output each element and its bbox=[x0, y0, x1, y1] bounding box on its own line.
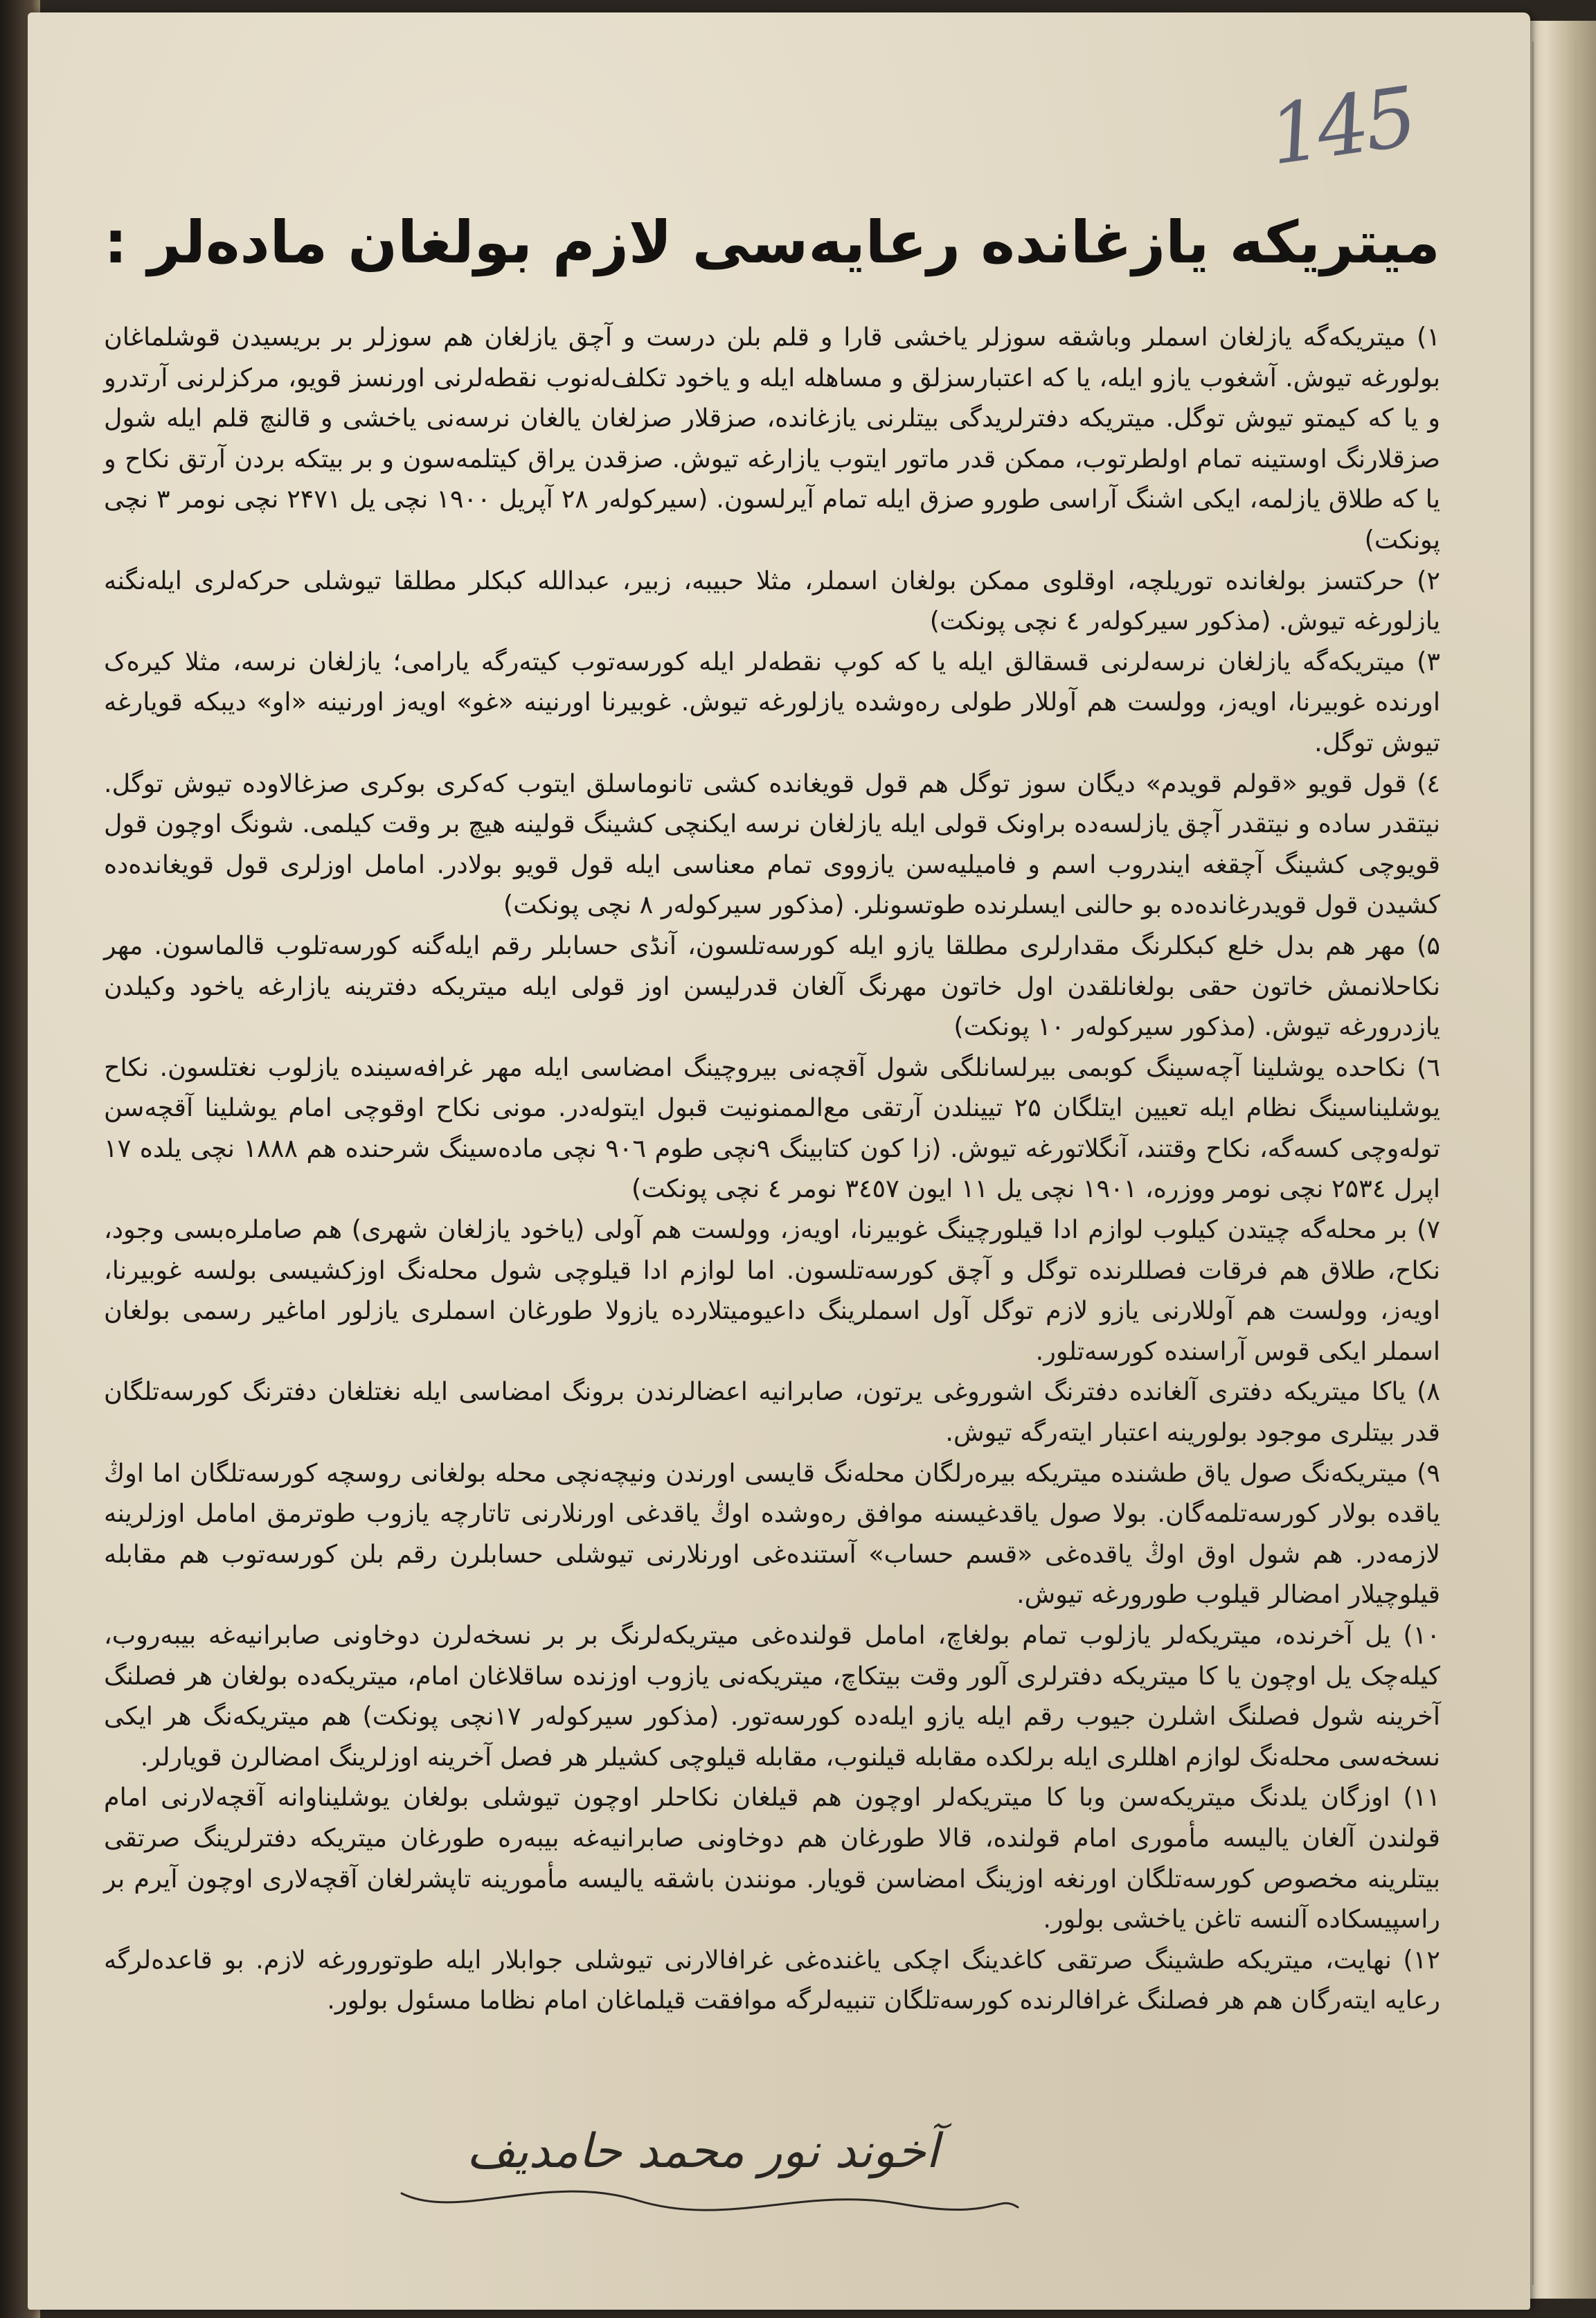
folio-number: 145 bbox=[1263, 69, 1419, 183]
paragraph-8: ۸) یاکا میتریکه دفتری آلغانده دفترنگ اشوروغی یرتون، صابرانیه اعضالرندن برونگ امضاسی ایله نغتلغان دفترنگ کورسه‌تلگان قدر بیتلری موجود بولورینه اعتبار ایته‌رگه تیوش. bbox=[104, 1376, 1440, 1448]
paragraph-6: ٦) نکاحده یوشلینا آچه‌سینگ کوبمی بیرلسانلگی شول آقچه‌نی بیروچینگ امضاسی ایله مهر غرافه‌سینده یازلوب نغتلسون. نکاح یوشلیناسینگ نظام ایله تعیین ایتلگان ۲۵ تیینلدن آرتقی مع‌الممنونیت قبول ایتوله‌در. مونی نکاح اوقوچی امام یوشلینا آقچه‌سن تولەوچی کسه‌گه، نکاح وقتند، آنگلاتورغه تیوش. (زا کون کتابینگ ۹نچی طوم ۹۰٦ نچی ماده‌سینگ شرحنده هم ۱۸۸۸ نچی یلده ۱۷ اپرل ۲۵۳٤ نچی نومر ووزره، ۱۹۰۱ نچی یل ۱۱ ایون ۳٤٥۷ نومر ٤ نچی پونکت) bbox=[104, 1052, 1440, 1204]
page-content bbox=[104, 12, 1440, 2310]
paragraph-12: ۱۲) نهایت، میتریکه طشینگ صرتقی کاغدینگ اچکی یاغنده‌غی غرافالارنی تیوشلی جوابلار ایله طوتورورغه لازم. بو قاعده‌لرگه رعایه ایته‌رگان هم هر فصلنگ غرافالرنده کورسه‌تلگان تنبیه‌لرگه موافقت قیلماغان امام نظاما مسئول بولور. bbox=[104, 1944, 1440, 2015]
page-stack-edge-inner bbox=[1532, 42, 1577, 2285]
paragraph-9: ۹) میتریکه‌نگ صول یاق طشنده میتریکه بیره‌رلگان محله‌نگ قایسی اورندن ونیچه‌نچی محله بولغانی روسچه کورسه‌تلگان اما اوڭ یاقده بولار کورسه‌تلمه‌گان. بولا صول یاقدغیسنه موافق رەوشده اوڭ یاقدغی اورنلارنی تاتارچه یازوب طوترمق امامل اوزلرینه لازمه‌در. هم شول اوق اوڭ یاقده‌غی «قسم حساب» آستنده‌غی اورنلارنی تیوشلی حسابلرن رقم بلن کورسه‌توب هم مقابله قیلوچیلار امضالر قیلوب طورورغه تیوش. bbox=[104, 1457, 1440, 1610]
paragraph-3: ۳) میتریکه‌گه یازلغان نرسه‌لرنی قسقالق ایله یا که کوپ نقطه‌لر ایله کورسه‌توب کیته‌رگه یارامی؛ یازلغان نرسه، مثلا کیره‌ک اورنده غوبیرنا، اویەز، وولست هم آوللار طولی رەوشده یازلورغه تیوش. غوبیرنا اورنینه «غو» اویەز اورنینه «او» دیبکه قویارغه تیوش توگل. bbox=[104, 646, 1440, 757]
signature-flourish bbox=[374, 2145, 1032, 2228]
document-body bbox=[104, 317, 1440, 2021]
handwritten-signature: آخوند نور محمد حامدیف bbox=[467, 2124, 939, 2179]
paragraph-1: ۱) میتریکه‌گه یازلغان اسملر وباشقه سوزلر یاخشی قارا و قلم بلن درست و آچق یازلغان هم سوزلر بر بریسیدن قوشلماغان بولورغه تیوش. آشغوب یازو ایله، یا که اعتبارسزلق و مساهله ایله و یاخود تکلف‌له‌نوب نقطه‌لرنی اورنسز قویو، مرکزلرنی آرتدرو و یا که کیمتو تیوش توگل. میتریکه دفترلریدگی بیتلرنی یا‌زغانده، صزقلار صزلغان یالغان نرسه‌نی یاخشی و قالنچ قلم ایله شول صزقلارنگ اوستینه تمام اولطرتوب، ممکن قدر ماتور ایتوب یازارغه تیوش. صزقدن یراق کیتلمه‌سون و بر بیتکه بردن آرتق نکاح و یا که طلاق یازلمه، ایکی اشنگ آراسی طورو صزق ایله تمام آیرلسون. (سیرکولەر ۲۸ آپریل ۱۹۰۰ نچی یل ۲۴۷۱ نچی نومر ۳ نچی پونکت) bbox=[104, 322, 1440, 555]
paragraph-7: ۷) بر محله‌گه چیتدن کیلوب لوازم ادا قیلورچینگ غوبیرنا، اویەز، وولست هم آولی (یاخود یازلغان شهری) هم صاملرەبسی وجود، نکاح، طلاق هم فرقات فصللرنده توگل و آچق کورسه‌تلسون. اما لوازم ادا قیلوچی شول محله‌نگ اوزکشیسی بولسه غوبیرنا، اویەز، وولست هم آوللارنی یازو لازم توگل آول اسملرینگ داعیومیتلارده یازولا طورغان اسملری یازلور اماغیر رسمی بولغان اسملر ایکی قوس آراسنده کورسه‌تلور. bbox=[104, 1214, 1440, 1366]
paragraph-4: ٤) قول قویو «قولم قویدم» دیگان سوز توگل هم قول قویغانده کشی تانوماسلق ایتوب که‌کری بوکری صزغالاوده تیوش توگل. نیتقدر ساده و نیتقدر آچق یازلسه‌ده براونک قولی ایله یازلغان نرسه ایکنچی کشینگ قولینه هیچ بر وقت کیلمی. شونگ اوچون قول قویوچی کشینگ آچقغه ایندروب اسم و فامیلیه‌سن یازووی تمام معناسی ایله قول قویو بولادر. امامل اوزلری قول قویغانده‌ده کشیدن قول قویدرغانده‌ده بو حالنی ایسلرنده طوتسونلر. (مذکور سیرکولەر ۸ نچی پونکت) bbox=[104, 768, 1440, 920]
paragraph-11: ۱۱) اوزگان یلدنگ میتریکه‌سن وبا کا میتریکه‌لر اوچون هم قیلغان نکاحلر اوچون تیوشلی بولغان یوشلیناوانه آقچه‌لارنی امام قولندن آلغان یالیسه مأموری امام قولنده، قالا طورغان هم دوخاونی صابرانیه‌غه بیبه‌ره طورغان میتریکه دفترلرینگ صرتقی بیتلرینه مخصوص کورسه‌تلگان اورنغه اوزینگ امضاسن قویار. مونندن باشقه یالیسه مأمورینه تاپشرلغان آقچه‌لاری اوچون آیرم بر راسپیسکاده آلنسه تاغن یاخشی بولور. bbox=[104, 1782, 1440, 1934]
paragraph-2: ۲) حرکتسز بولغانده توریلچه، اوقلوی ممکن بولغان اسملر، مثلا حبیبه، زبیر، عبدالله کبکلر مطلقا تیوشلی حرکه‌لری ایله‌نگنه یازلورغه تیوش. (مذکور سیرکولەر ٤ نچی پونکت) bbox=[104, 565, 1440, 636]
document-page bbox=[28, 12, 1530, 2310]
paragraph-10: ۱۰) یل آخرنده، میتریکه‌لر یازلوب تمام بولغاچ، امامل قولنده‌غی میتریکه‌لرنگ بر بر نسخه‌لرن دوخاونی صابرانیه‌غه بیبه‌روب، کیله‌چک یل اوچون یا کا میتریکه دفترلری آلور وقت بیتکاچ، میتریکه‌نی یازوب اوزنده ساقلاغان امام، میتریکه‌ده بولغان هر فصلنگ آخرینه شول فصلنگ اشلرن جیوب رقم ایله یازو ایلەده کورسه‌تور. (مذکور سیرکولەر ۱۷نچی پونکت) هم میتریکه‌نگ هر ایکی نسخه‌سی محله‌نگ لوازم اهللری ایله برلکده مقابله قیلنوب، مقابله قیلوچی کشیلر هر فصل آخرینه اوزلرینگ امضالرن قویارلر. bbox=[104, 1620, 1440, 1772]
paragraph-5: ۵) مهر هم بدل خلع کبکلرنگ مقدارلری مطلقا یازو ایله کورسه‌تلسون، آنڈی حسابلر رقم ایله‌گنه کورسه‌تلوب قالماسون. مهر نکاحلانمش خاتون حقی بولغانلقدن اول خاتون مهرنگ آلغان قدرلیسن اوز قولی ایله میتریکه دفترینه یازارغه یاخود وکیلدن یازدرورغه تیوش. (مذکور سیرکولەر ۱۰ پونکت) bbox=[104, 930, 1440, 1042]
document-title: میتریکه یازغانده رعایه‌سی لازم بولغان ماده‌لر : bbox=[104, 208, 1440, 276]
